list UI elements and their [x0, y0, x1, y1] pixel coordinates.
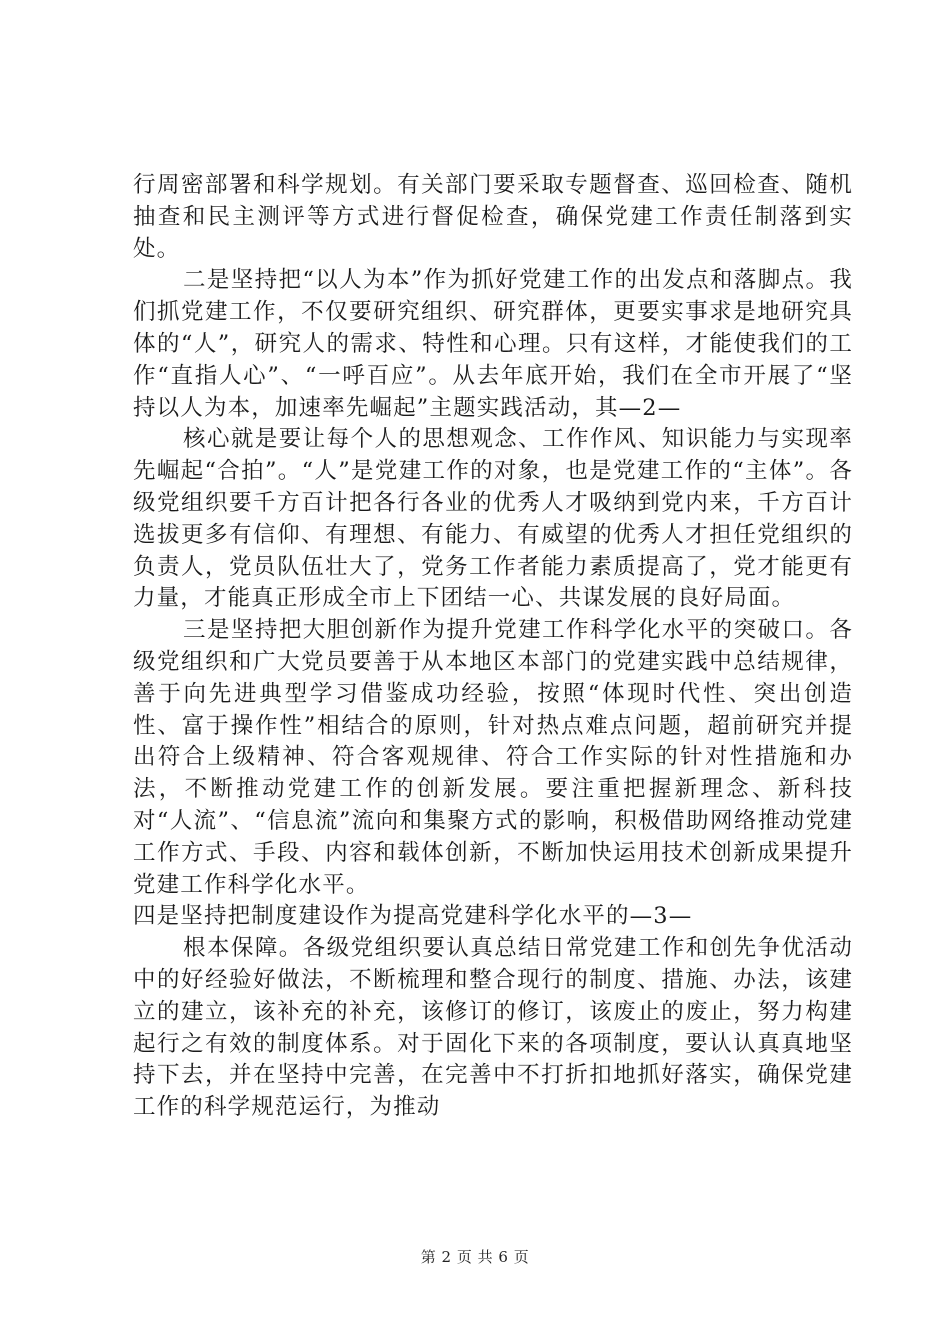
- paragraph-point-three: 三是坚持把大胆创新作为提升党建工作科学化水平的突破口。各级党组织和广大党员要善于从本地区本部门的党建实践中总结规律，善于向先进典型学习借鉴成功经验，按照“体现时代性、突出创造性、富于操作性”相结合的原则，针对热点难点问题，超前研究并提出符合上级精神、符合客观规律、符合工作实际的针对性措施和办法，不断推动党建工作的创新发展。要注重把握新理念、新科技对“人流”、“信息流”流向和集聚方式的影响，积极借助网络推动党建工作方式、手段、内容和载体创新，不断加快运用技术创新成果提升党建工作科学化水平。: [133, 617, 853, 898]
- paragraph-core: 核心就是要让每个人的思想观念、工作作风、知识能力与实现率先崛起“合拍”。“人”是党建工作的对象，也是党建工作的“主体”。各级党组织要千方百计把各行各业的优秀人才吸纳到党内来，千方百计选拔更多有信仰、有理想、有能力、有威望的优秀人才担任党组织的负责人，党员队伍壮大了，党务工作者能力素质提高了，党才能更有力量，才能真正形成全市上下团结一心、共谋发展的良好局面。: [133, 426, 853, 612]
- paragraph-fundamental-guarantee: 根本保障。各级党组织要认真总结日常党建工作和创先争优活动中的好经验好做法，不断梳理和整合现行的制度、措施、办法，该建立的建立，该补充的补充，该修订的修订，该废止的废止，努力构建起行之有效的制度体系。对于固化下来的各项制度，要认认真真地坚持下去，并在坚持中完善，在完善中不打折扣地抓好落实，确保党建工作的科学规范运行，为推动: [133, 935, 853, 1121]
- paragraph-continuation: 行周密部署和科学规划。有关部门要采取专题督查、巡回检查、随机抽查和民主测评等方式进行督促检查，确保党建工作责任制落到实处。: [133, 172, 853, 262]
- paragraph-point-two: 二是坚持把“以人为本”作为抓好党建工作的出发点和落脚点。我们抓党建工作，不仅要研究组织、研究群体，更要实事求是地研究具体的“人”，研究人的需求、特性和心理。只有这样，才能使我们的工作“直指人心”、“一呼百应”。从去年底开始，我们在全市开展了“坚持以人为本，加速率先崛起”主题实践活动，其—2—: [133, 267, 853, 421]
- page-number-footer: 第 2 页 共 6 页: [420, 1248, 530, 1266]
- document-body: [133, 170, 853, 1124]
- paragraph-point-four: 四是坚持把制度建设作为提高党建科学化水平的—3—: [133, 903, 693, 930]
